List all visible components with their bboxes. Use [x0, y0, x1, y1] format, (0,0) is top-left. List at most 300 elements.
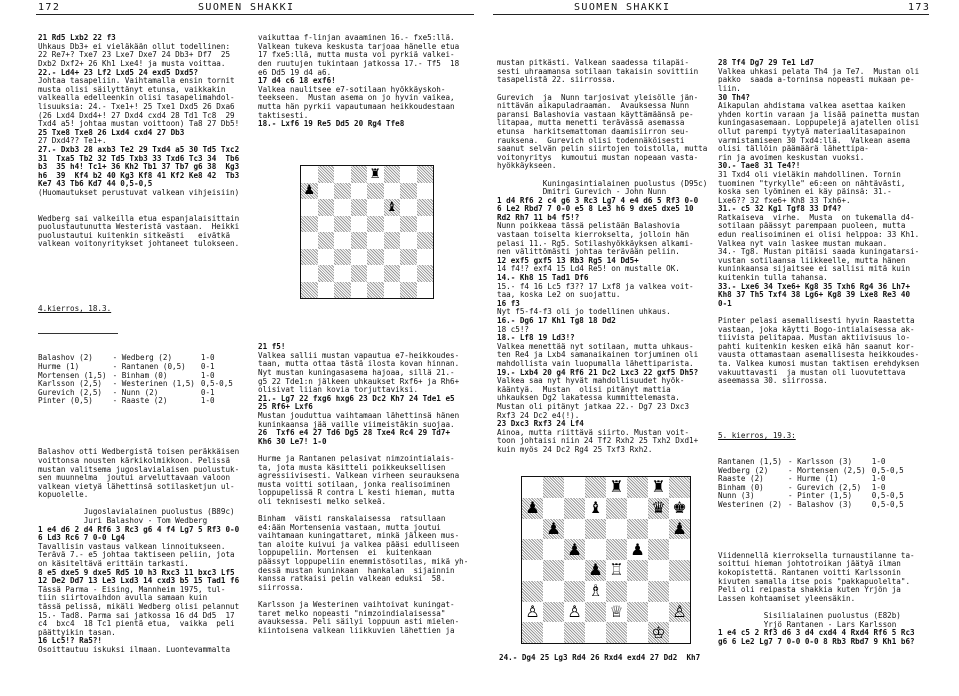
text-line: Tavallisin vastaus valkean linnoitukseen. [38, 541, 226, 551]
result-cell: 1-0 [871, 482, 886, 492]
board-square [648, 581, 669, 602]
board-square [351, 265, 368, 282]
text-line: sesti uhraamansa sotilaan takaisin sovittiin [497, 66, 699, 76]
board-square [301, 166, 318, 183]
board-square [384, 265, 401, 282]
text-line: pahti kuitenkin kesken eikä hän saanut kor- [718, 341, 915, 351]
board-square [627, 519, 648, 540]
text-line: den ruutujen tukintaan jatkossa 17.- Tf5 18 [258, 58, 460, 68]
text-line: vastaan, joka käytti Bogo-intialaisessa ak- [718, 324, 915, 334]
board-square [522, 477, 543, 498]
text-line: koska sen lyöminen ei käy päinsä: 31.- [718, 187, 892, 197]
board-square [669, 560, 690, 581]
text-line: 16 Lc5!? Ra5?! [38, 636, 103, 646]
board-square [522, 581, 543, 602]
text-line: 33.- Lxe6 34 Txe6+ Kg8 35 Txh6 Rg4 36 Lh7+ [718, 281, 911, 291]
text-line: tuominen "tyrkylle" e6:een on nähtävästi, [718, 178, 906, 188]
board-square [627, 622, 648, 643]
text-line: mahdollista vain luopumalla lähettiparista. [497, 358, 694, 368]
text-line: kääntyä. Mustan olisi pitänyt mattia [497, 384, 671, 394]
board-square [318, 232, 335, 249]
board-square [400, 265, 417, 282]
board-square [384, 249, 401, 266]
text-line: 21 Rd5 Lxb2 22 f3 [38, 33, 116, 43]
text-line: olisi tällöin päämäärä lähettipa- [718, 144, 869, 154]
text-line: varmistamiseen 30 Txd4:llä. Valkean asema [718, 135, 911, 145]
text-line: 18 c5!? [497, 324, 530, 334]
board-square [351, 216, 368, 233]
board-square [318, 166, 335, 183]
text-line: päättyikin tasan. [38, 627, 116, 637]
text-line: Rd2 Rh7 11 b4 f5!? [497, 212, 580, 222]
text-line [38, 197, 250, 206]
text-line: 22.- Ld4+ 23 Lf2 Lxd5 24 exd5 Dxd5? [38, 67, 199, 77]
board-square [400, 166, 417, 183]
result-cell: Hurme (1) [38, 361, 80, 371]
text-line: mustan pitkästi. Valkean saadessa tilapäi- [497, 58, 690, 68]
text-line: h6 39 Kf4 b2 40 Kg3 Kf8 41 Kf2 Ke8 42 Tb3 [38, 170, 240, 180]
text-line: sotilaan päässyt parempaan puoleen, mutta [718, 221, 906, 231]
text-line: vausta ottamastaan asemallisesta heikkoudes- [718, 350, 920, 360]
text-line: loppupelissä R contra L kesti hieman, mutta [258, 488, 455, 498]
result-cell: 1-0 [200, 396, 215, 406]
text-line: 21.- Lg7 22 fxg6 hxg6 23 Dc2 Kh7 24 Tde1 e5 [258, 393, 455, 403]
text-line: Mustan jouduttua vaihtamaan lähettinsä hänen [258, 410, 460, 420]
result-cell: - Westerinen (1,5) [112, 379, 195, 389]
board-square [351, 282, 368, 299]
result-cell: 1-0 [200, 370, 215, 380]
chess-piece-square: ♖ [606, 560, 627, 581]
board-square [669, 477, 690, 498]
text-line: Nyt f5-f4-f3 oli jo todellinen uhkaus. [497, 307, 671, 317]
result-cell: Westerinen (2) [718, 499, 783, 509]
text-line: Balashov otti Wedbergistä toisen peräkkäisen [38, 447, 240, 457]
board-square [417, 232, 434, 249]
text-line: (Huomautukset perustuvat valkean vihjeisiin) [38, 187, 240, 197]
text-line: musta voitti sotilaan, jonka realisoiminen [258, 479, 451, 489]
text-line: Jugoslavialainen puolustus (B89c) [38, 507, 235, 517]
board-square [585, 602, 606, 623]
board-square [585, 519, 606, 540]
result-cell: 1-0 [871, 474, 886, 484]
text-line: 6 Le2 Rbd7 7 0-0 e5 8 Le3 h6 9 dxe5 dxe5 10 [497, 204, 694, 214]
board-square [351, 199, 368, 216]
board-square [543, 602, 564, 623]
text-line: 21 f5! [258, 342, 286, 352]
result-cell: Wedberg (2) [718, 465, 769, 475]
board-square [522, 560, 543, 581]
board-square [669, 622, 690, 643]
text-line: 1 d4 Rf6 2 c4 g6 3 Rc3 Lg7 4 e4 d6 5 Rf3 0-0 [497, 195, 699, 205]
text-line: päässyt loppupeliin enemmistösotilas, mikä yh- [258, 557, 469, 567]
result-cell: - Rantanen (0,5) [112, 361, 186, 371]
text-line: Lassen kohtaamiset yleensäkin. [718, 593, 856, 603]
text-line: litapaa, mutta menetti terävässä asemassa [497, 118, 685, 128]
result-cell: - Mortensen (2,5) [788, 465, 866, 475]
text-line: ta, jota musta käsitteli poikkeuksellisen [258, 462, 446, 472]
result-cell: 0-1 [200, 361, 215, 371]
journal-title-right: SUOMEN SHAKKI [574, 2, 671, 13]
text-line: 30.- Tae8 31 Te4?! [718, 161, 801, 171]
text-line: 14 f4!? exf4 15 Ld4 Re5! on mustalle OK. [497, 264, 680, 274]
board-square [334, 232, 351, 249]
board-square [606, 519, 627, 540]
text-line: vustan sotilaansa liikkeelle, mutta hänen [718, 255, 906, 265]
chess-diagram-1 [300, 165, 434, 299]
text-line: mutta hän pyrkii vapautumaan heikkoudestaan [258, 101, 455, 111]
text-line: tiivista pelitapaa. Mustan aktiivisuus lo- [718, 333, 911, 343]
text-line: taret melko nopeasti "nimzoindialaisessa" [258, 608, 446, 618]
board-square [351, 183, 368, 200]
board-square [367, 216, 384, 233]
board-square [351, 232, 368, 249]
text-line: on käsiteltävä erittäin tarkasti. [38, 559, 189, 569]
text-line: dessä mustan kuninkaan hankalan sijainnin [258, 565, 455, 575]
board-square [367, 282, 384, 299]
board-square [400, 282, 417, 299]
text-line: Juri Balashov - Tom Wedberg [38, 516, 208, 526]
chess-piece-square: ♚ [669, 498, 690, 519]
board-square [318, 216, 335, 233]
board-square [334, 249, 351, 266]
board-square [334, 265, 351, 282]
chess-piece-square: ♙ [522, 602, 543, 623]
header-rule-right [493, 14, 929, 15]
board-square [400, 216, 417, 233]
text-line: 8 e5 dxe5 9 dxe5 Rd5 10 h3 Rxc3 11 bxc3 Lf5 [38, 567, 235, 577]
chess-piece-square: ♟ [669, 519, 690, 540]
text-line: 6 Ld3 Rc6 7 0-0 Lg4 [38, 533, 125, 543]
board-square [543, 560, 564, 581]
text-line: Valkea naulitsee e7-sotilaan hyökkäyskoh- [258, 84, 446, 94]
text-line: valkean voitonyritykset johtaneet tulokseen. [38, 239, 240, 249]
text-line: Txd4 a5! johtaa mustan voittoon) Ta8 27 Db5! [38, 119, 240, 129]
board-square [384, 232, 401, 249]
text-line: 15.- f4 16 Lc5 f3?? 17 Lxf8 ja valkea voit- [497, 281, 694, 291]
text-line: 28 Tf4 Dg7 29 Te1 Ld7 [718, 58, 815, 68]
text-line: 1 e4 c5 2 Rf3 d6 3 d4 cxd4 4 Rxd4 Rf6 5 Rc3 [718, 628, 915, 638]
text-line: 25 Rf6+ Lxf6 [258, 402, 313, 412]
board-square [334, 216, 351, 233]
board-square [585, 622, 606, 643]
text-line: teekseen. Mustan asema on jo hyvin vaikea, [258, 93, 455, 103]
board-square [417, 249, 434, 266]
result-cell: Karlsson (2,5) [38, 379, 103, 389]
text-line: Johtaa tasapeliin. Vaihtamalla ensin tornit [38, 76, 235, 86]
text-line: tässä pelissä, mikäli Wedberg olisi pelannut [38, 602, 240, 611]
header-rule-left [36, 14, 474, 15]
text-line: saanut selvän pelin siirtojen toistolla, mutta [497, 144, 708, 154]
text-line: etunsa harkitsemattoman daamisiirron seu- [497, 126, 690, 136]
text-line: Binham väisti ranskalaisessa ratsullaan [258, 514, 446, 524]
text-line: Viidennellä kierroksella turnaustilanne ta- [718, 550, 915, 560]
text-line: Mustan oli pitänyt jatkaa 22.- Dg7 23 Dxc3 [497, 401, 690, 411]
board-square [334, 199, 351, 216]
text-line: Wedberg sai valkeilla etua espanjalaisittain [38, 213, 240, 223]
text-line: Tässä Parma - Eising, Mannheim 1975, tul- [38, 584, 226, 594]
text-line: Yrjö Rantanen - Lars Karlsson [718, 619, 897, 629]
board-square [522, 539, 543, 560]
chess-piece-square: ♜ [648, 477, 669, 498]
text-line: 17 fxe5:llä, mutta musta voi pyrkiä valkei- [258, 50, 455, 60]
text-line: 27.- Dxb3 28 axb3 Te2 29 Txd4 a5 30 Td5 Txc2 [38, 144, 240, 154]
text-line: edun realisoiminen ei olisi helppoa: 33 Kh1. [718, 230, 920, 240]
text-line: Terävä 7.- e5 johtaa taktiseen peliin, jota [38, 550, 235, 560]
text-line: b3 35 h4! Tc1+ 36 Kh2 Tb1 37 Tb7 g6 38 Kg3 [38, 162, 240, 172]
text-line: 15.- Tad8. Parma sai jatkossa 16 d4 Dd5 17 [38, 610, 235, 620]
chess-diagram-2 [521, 476, 691, 644]
text-line: toon johtaisi niin 24 Tf2 Rxh2 25 Txh2 Dxd1+ [497, 436, 699, 446]
chess-piece-square: ♟ [585, 560, 606, 581]
chess-piece-square: ♛ [648, 498, 669, 519]
result-cell: Gurevich (2,5) [38, 387, 103, 397]
chess-piece-square: ♟ [564, 539, 585, 560]
board-square [606, 539, 627, 560]
text-column-2 [258, 17, 472, 137]
chess-piece-square: ♟ [301, 183, 318, 200]
text-line: 12 De2 Dd7 13 Le3 Lxd3 14 cxd3 b5 15 Tad1 f6 [38, 576, 240, 586]
board-square [564, 477, 585, 498]
text-line: 31.- c5 32 Kg1 Tgf8 33 Df4? [718, 204, 842, 214]
text-line: 30 Th4? [718, 92, 751, 102]
text-line: 26 Txf6 e4 27 Td6 Dg5 28 Txe4 Rc4 29 Td7+ [258, 428, 451, 438]
result-row [38, 397, 239, 406]
text-line: Osoittautuu iskuksi ilmaan. Luontevammalta [38, 644, 231, 654]
text-line: 18.- Lf8 19 Ld3!? [497, 333, 575, 343]
text-line: 14.- Kh8 15 Tad1 Df6 [497, 273, 589, 283]
text-line: Hurme ja Rantanen pelasivat nimzointialais- [258, 453, 455, 463]
round-heading-5: 5. kierros, 19.3: [718, 431, 796, 441]
board-square [318, 282, 335, 299]
result-cell: Mortensen (1,5) [38, 370, 107, 380]
board-square [627, 498, 648, 519]
board-square [400, 199, 417, 216]
board-square [351, 166, 368, 183]
board-square [417, 265, 434, 282]
text-line: valkean vietyä lähettinsä sotilasketjun ul- [38, 481, 235, 491]
text-line: valkealla edelleenkin olisi tasapelimahdol- [38, 93, 235, 103]
text-line: vastaan toiselta kierrokselta, jolloin hän [497, 230, 690, 240]
text-line: 16.- Dg6 17 Kh1 Tg8 18 Dd2 [497, 316, 616, 325]
chess-piece-square: ♟ [627, 539, 648, 560]
text-line: olisivat liian kovia torjuttaviksi. [258, 385, 419, 395]
chess-piece-square: ♗ [585, 581, 606, 602]
board-square [522, 622, 543, 643]
board-square [564, 560, 585, 581]
board-square [367, 249, 384, 266]
board-square [648, 519, 669, 540]
board-square [301, 232, 318, 249]
text-line: 31 Txd4 oli vieläkin mahdollinen. Tornin [718, 169, 901, 179]
board-square [367, 265, 384, 282]
result-cell: Pinter (0,5) [38, 396, 93, 406]
text-line: 22 Re7+? Txe7 23 Lxe7 Dxe7 24 Db3+ Df7 25 [38, 50, 231, 60]
board-square [627, 602, 648, 623]
chess-piece-square: ♜ [606, 477, 627, 498]
board-square [384, 166, 401, 183]
text-line: rauksena. Gurevich olisi todennäköisesti [497, 135, 685, 145]
text-line: Gurevich ja Nunn tarjosivat yleisölle jän- [497, 92, 699, 102]
chess-piece-square: ♙ [669, 602, 690, 623]
text-line: g5 22 Tde1:n jälkeen uhkaukset Rxf6+ ja Rh6+ [258, 376, 460, 386]
board-square [417, 183, 434, 200]
board-square [606, 498, 627, 519]
board-square [648, 539, 669, 560]
board-square [351, 249, 368, 266]
chess-piece-square: ♝ [384, 199, 401, 216]
text-line: 19.- Lxb4 20 g4 Rf6 21 Dc2 Lxc3 22 gxf5 Dh5? [497, 367, 699, 377]
text-line: 18.- Lxf6 19 Re5 Dd5 20 Rg4 Tfe8 [258, 119, 405, 129]
chess-piece-square: ♙ [564, 602, 585, 623]
chess-piece-square: ♕ [606, 602, 627, 623]
board-square [367, 183, 384, 200]
page-number-right: 173 [908, 2, 931, 13]
results-table [38, 354, 239, 406]
board-square [543, 539, 564, 560]
board-square [606, 622, 627, 643]
text-line: 17 d4 c6 18 exf6! [258, 76, 336, 86]
board-square [318, 199, 335, 216]
text-line: nen välittömästi johtaa terävään peliin. [497, 247, 680, 257]
board-square [564, 519, 585, 540]
text-line: voitonyritys kumoutui mustan nopeaan vasta- [497, 152, 699, 162]
text-line: Nyt mustan kuningasasema hajoaa, sillä 21.- [258, 367, 455, 377]
board-square [384, 183, 401, 200]
board-square [543, 477, 564, 498]
text-line: ta. Valkea kumosi mustan taktisen erehdyksen [718, 358, 920, 368]
text-line: 23 Dxc3 Rxf3 24 Lf4 [497, 419, 584, 429]
board-square [564, 622, 585, 643]
board-square [318, 183, 335, 200]
result-cell: 1-0 [871, 456, 886, 466]
text-line: kokopistettä. Rantanen voitti Karlssonin [718, 568, 901, 578]
board-square [334, 166, 351, 183]
text-line: 12 exf5 gxf5 13 Rb3 Rg5 14 Dd5+ [497, 255, 639, 265]
board-square [318, 265, 335, 282]
result-cell: - Binham (0) [112, 370, 168, 380]
text-line: Ratkaiseva virhe. Musta on tukemalla d4- [718, 212, 915, 222]
text-line: Peli oli reipasta shakkia kuten Yrjön ja [718, 585, 901, 595]
board-square [543, 581, 564, 602]
result-cell: Balashov (2) [38, 353, 93, 363]
result-cell: - Wedberg (2) [112, 353, 173, 363]
board-square [564, 581, 585, 602]
round-heading: 4.kierros, 18.3. [38, 304, 112, 314]
text-line: soittui hieman johtotroikan jäätyä ilman [718, 559, 901, 569]
result-cell: - Pinter (1,5) [788, 491, 853, 501]
text-line: rin ja avoimen keskustan vuoksi. [718, 152, 865, 162]
result-cell: Rantanen (1,5) [718, 456, 783, 466]
text-line: 27 Dxd4?? Te1+. [38, 136, 107, 146]
text-line: kopuolelle. [38, 490, 89, 500]
text-line: siirrossa. [258, 582, 304, 592]
text-line: Kh6 30 Le7! 1-0 [258, 436, 327, 446]
result-cell: Binham (0) [718, 482, 764, 492]
text-line: Nunn poikkeaa tässä pelistään Balashovia [497, 221, 680, 231]
text-line: 0-1 [718, 298, 732, 308]
chess-piece-square: ♔ [648, 622, 669, 643]
text-column-3 [497, 42, 709, 463]
board-square [334, 282, 351, 299]
text-line: taan, mutta ottaa tästä ilosta kovan hinnan. [258, 359, 460, 369]
board-square [627, 581, 648, 602]
text-line: mustan valitsema jugoslavialaisen puolustuk- [38, 464, 240, 474]
text-line: Valkea nyt vain laskee mustan mukaan. [718, 238, 888, 248]
result-cell: 0,5-0,5 [200, 379, 233, 389]
board-square [648, 602, 669, 623]
board-square [606, 581, 627, 602]
board-square [417, 166, 434, 183]
result-cell: - Balashov (3) [788, 499, 853, 509]
text-line: vakuuttavasti ja mustan oli luovutettava [718, 367, 906, 377]
result-cell: - Nunn (2) [112, 387, 159, 397]
result-cell: 0-1 [200, 387, 215, 397]
text-line: loppupeliin. Mortensen ei kuitenkaan [258, 548, 432, 558]
text-line: kuninkaansa jää vaille viimeistäkin suojaa. [258, 419, 455, 429]
text-line: kiintoisena valkean liikkuvien lähettien ja [258, 625, 455, 635]
text-line: kanssa ratkaisi pelin valkean eduksi 58. [258, 574, 446, 584]
text-line: Ainoa, mutta riittävä siirto. Mustan voit- [497, 427, 690, 437]
journal-title-left: SUOMEN SHAKKI [198, 2, 295, 13]
board-square [669, 539, 690, 560]
text-line: tiin siirtovaihdon avulla samaan kuin [38, 593, 208, 603]
text-line: yhden kortin varaan ja lisää painetta mustan [718, 109, 920, 119]
board-square [585, 477, 606, 498]
text-line: puolustautunutta Westeristä vastaan. Heikki [38, 222, 240, 232]
text-line: (26 Lxd4 Dxd4+! 27 Dxd4 cxd4 28 Td1 Tc8 29 [38, 110, 235, 120]
board-square [301, 249, 318, 266]
divider [38, 333, 118, 334]
board-square [367, 199, 384, 216]
text-line: hyökkäykseen. [497, 161, 557, 171]
chess-piece-square: ♟ [522, 498, 543, 519]
result-cell: - Gurevich (2,5) [788, 482, 862, 492]
text-line: Kh8 37 Th5 Txf4 38 Lg6+ Kg8 39 Lxe8 Re3 40 [718, 290, 911, 300]
text-line: 34.- Tg8. Mustan pitäisi saada kuningatarsi- [718, 247, 920, 257]
text-line: kivuten samalla itse pois "pakkapuolelta". [718, 576, 911, 586]
text-line: kuninkaansa sijaitsee ei sallisi mitä kuin [718, 264, 911, 274]
text-line: pakko saada a-torninsa nopeasti mukaan pe- [718, 75, 915, 85]
text-column-2-continued [258, 326, 472, 644]
board-square [522, 519, 543, 540]
text-line: Karlsson ja Westerinen vaihtoivat kuningat- [258, 600, 455, 609]
text-line: e6 Dd5 19 d4 a6. [258, 67, 332, 77]
text-line: tasapelistä 22. siirrossa. [497, 75, 616, 85]
board-square [417, 216, 434, 233]
text-line: vaihtamaan kuningattaret, minkä jälkeen mus- [258, 531, 460, 541]
chess-piece-square: ♝ [585, 498, 606, 519]
text-line: Kuningasintialainen puolustus (D95c) [497, 178, 708, 188]
text-column-1 [38, 17, 250, 663]
board-square [417, 199, 434, 216]
result-cell: 0,5-0,5 [871, 465, 904, 475]
result-cell: - Raaste (2) [112, 396, 168, 406]
board-square [648, 560, 669, 581]
result-cell: - Karlsson (3) [788, 456, 853, 466]
board-square [585, 539, 606, 560]
text-line: ollut parempi tyytyä materiaalitasapainon [718, 126, 906, 136]
board-square [543, 498, 564, 519]
text-line: Valkean tukeva keskusta tarjoaa hänelle etua [258, 41, 460, 51]
board-square [627, 560, 648, 581]
board-square [384, 282, 401, 299]
text-line: Valkea sallii mustan vapautua e7-heikkoudes- [258, 350, 460, 360]
board-square [301, 199, 318, 216]
text-line: kuin myös 24 Dc2 Rg4 25 Txf3 Rxh2. [497, 444, 653, 454]
text-line: nittävän aikapuladraaman. Avauksessa Nunn [497, 101, 690, 111]
result-cell: - Hurme (1) [788, 474, 839, 484]
text-line: liin. [718, 83, 741, 93]
